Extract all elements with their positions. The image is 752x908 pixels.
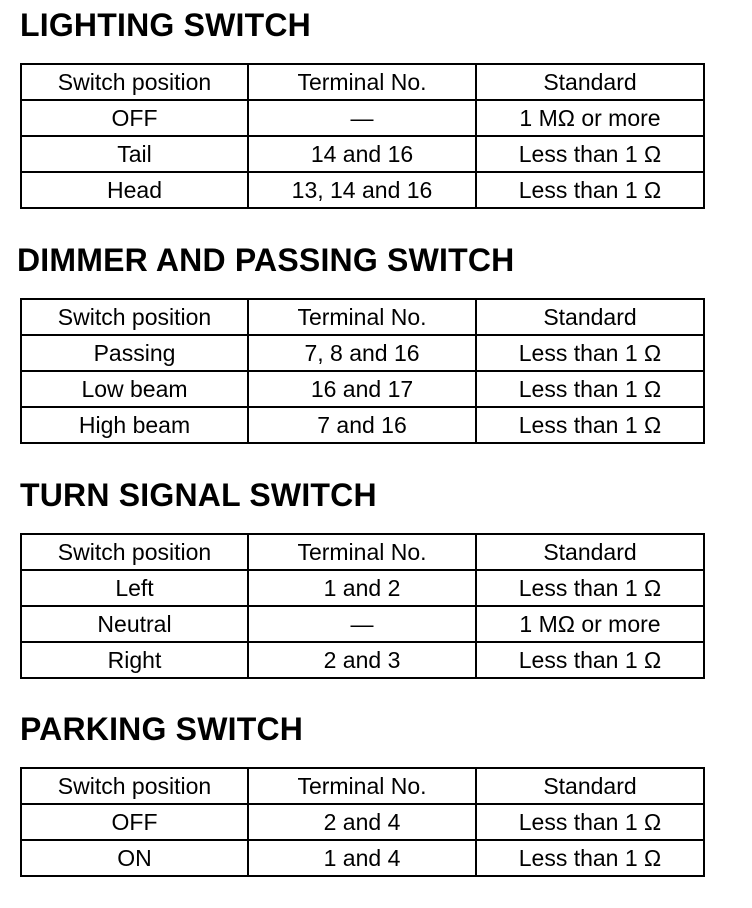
cell-switch-position: Right <box>21 642 248 678</box>
header-switch-position: Switch position <box>21 534 248 570</box>
table-row <box>21 804 704 840</box>
cell-terminal-no: 2 and 3 <box>248 642 476 678</box>
cell-terminal-no: 1 and 4 <box>248 840 476 876</box>
table-row <box>21 642 704 678</box>
turn-signal-switch-table <box>20 533 705 679</box>
cell-standard: Less than 1 Ω <box>476 172 704 208</box>
table-row <box>21 136 704 172</box>
lighting-switch-table <box>20 63 705 209</box>
table-row <box>21 335 704 371</box>
turn-signal-switch-title: TURN SIGNAL SWITCH <box>20 477 377 513</box>
cell-switch-position: ON <box>21 840 248 876</box>
table-row <box>21 100 704 136</box>
cell-switch-position: High beam <box>21 407 248 443</box>
cell-standard: 1 MΩ or more <box>476 606 704 642</box>
dimmer-passing-switch-table <box>20 298 705 444</box>
cell-terminal-no: 7 and 16 <box>248 407 476 443</box>
table-row <box>21 570 704 606</box>
header-standard: Standard <box>476 768 704 804</box>
header-switch-position: Switch position <box>21 64 248 100</box>
cell-standard: Less than 1 Ω <box>476 642 704 678</box>
header-standard: Standard <box>476 299 704 335</box>
cell-standard: Less than 1 Ω <box>476 840 704 876</box>
header-standard: Standard <box>476 64 704 100</box>
table-header-row <box>21 64 704 100</box>
cell-switch-position: Left <box>21 570 248 606</box>
cell-terminal-no: 7, 8 and 16 <box>248 335 476 371</box>
cell-standard: Less than 1 Ω <box>476 136 704 172</box>
cell-switch-position: Tail <box>21 136 248 172</box>
cell-standard: Less than 1 Ω <box>476 804 704 840</box>
cell-terminal-no: — <box>248 100 476 136</box>
header-terminal-no: Terminal No. <box>248 768 476 804</box>
table-row <box>21 172 704 208</box>
header-standard: Standard <box>476 534 704 570</box>
cell-standard: Less than 1 Ω <box>476 335 704 371</box>
cell-terminal-no: 16 and 17 <box>248 371 476 407</box>
table-header-row <box>21 768 704 804</box>
table-header-row <box>21 534 704 570</box>
cell-switch-position: Head <box>21 172 248 208</box>
cell-switch-position: Low beam <box>21 371 248 407</box>
cell-standard: 1 MΩ or more <box>476 100 704 136</box>
header-switch-position: Switch position <box>21 768 248 804</box>
cell-switch-position: OFF <box>21 804 248 840</box>
header-terminal-no: Terminal No. <box>248 299 476 335</box>
cell-terminal-no: 1 and 2 <box>248 570 476 606</box>
cell-standard: Less than 1 Ω <box>476 371 704 407</box>
table-row <box>21 407 704 443</box>
header-switch-position: Switch position <box>21 299 248 335</box>
cell-switch-position: Neutral <box>21 606 248 642</box>
parking-switch-table <box>20 767 705 877</box>
parking-switch-title: PARKING SWITCH <box>20 711 304 747</box>
header-terminal-no: Terminal No. <box>248 64 476 100</box>
cell-terminal-no: 2 and 4 <box>248 804 476 840</box>
cell-switch-position: OFF <box>21 100 248 136</box>
dimmer-passing-switch-title: DIMMER AND PASSING SWITCH <box>17 242 515 278</box>
cell-switch-position: Passing <box>21 335 248 371</box>
cell-terminal-no: — <box>248 606 476 642</box>
cell-standard: Less than 1 Ω <box>476 570 704 606</box>
cell-terminal-no: 13, 14 and 16 <box>248 172 476 208</box>
table-row <box>21 840 704 876</box>
table-header-row <box>21 299 704 335</box>
table-row <box>21 371 704 407</box>
cell-standard: Less than 1 Ω <box>476 407 704 443</box>
table-row <box>21 606 704 642</box>
cell-terminal-no: 14 and 16 <box>248 136 476 172</box>
header-terminal-no: Terminal No. <box>248 534 476 570</box>
lighting-switch-title: LIGHTING SWITCH <box>20 7 311 43</box>
